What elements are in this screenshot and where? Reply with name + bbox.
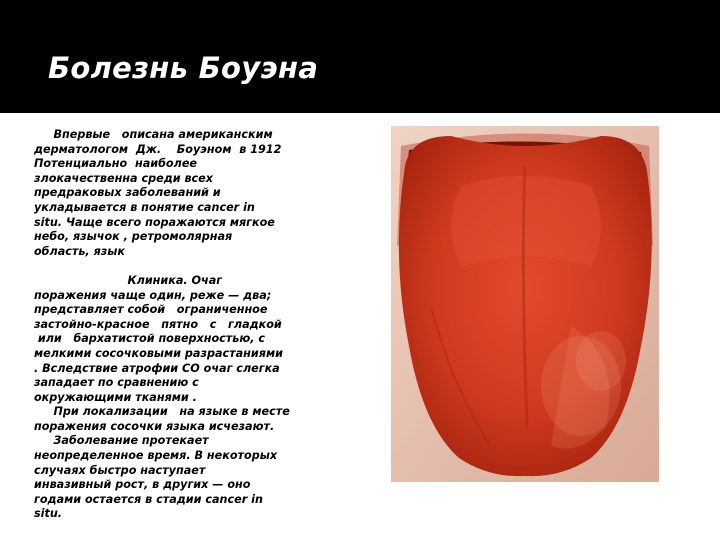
body-text-line: случаях быстро наступает	[34, 463, 206, 477]
body-text-line: или бархатистой поверхностью, с	[34, 332, 266, 346]
body-text-line: окружающими тканями .	[34, 390, 197, 404]
body-text-line: инвазивный рост, в других — оно	[34, 478, 251, 492]
body-text-line: неопределенное время. В некоторых	[34, 449, 278, 463]
body-text-line: предраковых заболеваний и	[34, 186, 221, 200]
body-text-line: При локализации на языке в месте	[34, 405, 290, 419]
body-text-line: Потенциально наиболее	[34, 157, 197, 171]
body-text-line: situ.	[34, 507, 63, 521]
body-text-line: мелкими сосочковыми разрастаниями	[34, 346, 283, 360]
body-text-line: дерматологом Дж. Боуэном в 1912	[34, 142, 282, 156]
slide-title: Болезнь Боуэна	[48, 51, 319, 85]
body-text-line: укладывается в понятие cancer in	[34, 200, 255, 214]
body-text-line: Клиника. Очаг	[34, 273, 223, 287]
body-text-line: небо, язычок , ретромолярная	[34, 230, 233, 244]
body-text-line: поражения чаще один, реже — два;	[34, 288, 272, 302]
tongue-photo	[391, 126, 659, 482]
body-text-line: Заболевание протекает	[34, 434, 209, 448]
body-text-line: Впервые описана американским	[34, 128, 273, 141]
body-text-line: злокачественна среди всех	[34, 171, 213, 185]
body-text-line: situ. Чаще всего поражаются мягкое	[34, 215, 275, 229]
body-text-line: представляет собой ограниченное	[34, 303, 268, 317]
tongue-image-icon	[391, 126, 659, 482]
body-text-line: область, язык	[34, 244, 125, 258]
body-text-line: годами остается в стадии cancer in	[34, 492, 263, 506]
body-text-line: западает по сравнению с	[34, 376, 199, 390]
body-text	[34, 128, 352, 522]
body-text-line: застойно-красное пятно с гладкой	[34, 317, 282, 331]
title-bar	[0, 0, 720, 113]
body-text-line	[34, 259, 352, 274]
body-text-line: . Вследствие атрофии СО очаг слегка	[34, 361, 280, 375]
body-text-line: поражения сосочки языка исчезают.	[34, 419, 275, 433]
